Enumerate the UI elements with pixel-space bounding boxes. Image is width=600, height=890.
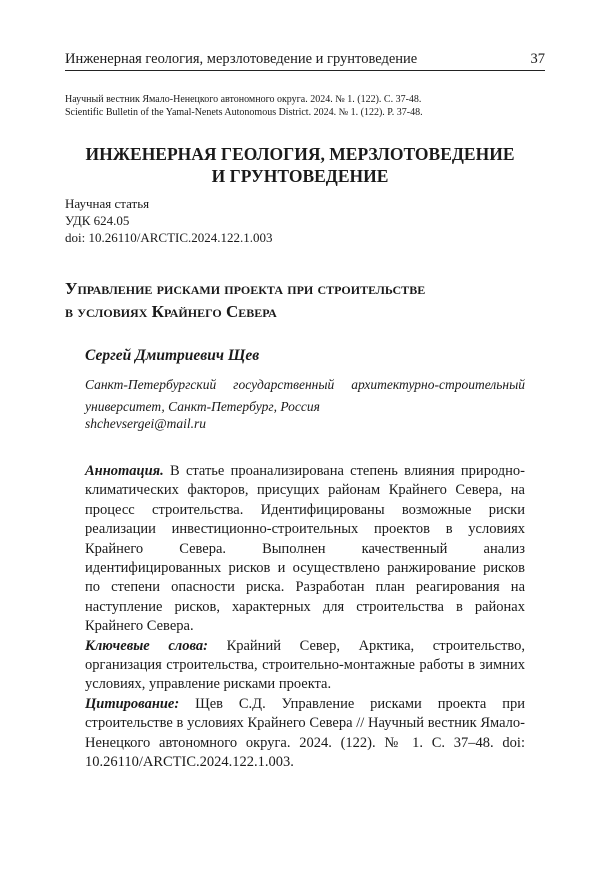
abstract-paragraph bbox=[85, 462, 525, 637]
running-head bbox=[65, 48, 545, 71]
article-title bbox=[65, 277, 545, 323]
citation-label: Цитирование: bbox=[85, 696, 179, 712]
journal-citation-ru: Научный вестник Ямало-Ненецкого автономного округа. 2024. № 1. (122). С. 37-48. bbox=[65, 93, 421, 107]
journal-page bbox=[0, 0, 600, 890]
citation-paragraph bbox=[85, 695, 525, 773]
keywords-label: Ключевые слова: bbox=[85, 638, 208, 654]
article-title-line: Управление рисками проекта при строительстве bbox=[65, 277, 545, 300]
author-affiliation: Санкт-Петербургский государственный архитектурно-строительный университет, Санкт-Петербург, Россия bbox=[85, 374, 525, 418]
page-number: 37 bbox=[531, 51, 546, 68]
abstract-text: В статье проанализирована степень влияния природно-климатических факторов, присущих районам Крайнего Севера, на процесс строительства. Идентифицированы возможные риски реализации инвестиционно-строительных проектов в условиях Крайнего Севера. Выполнен качественный анализ идентифицированных рисков и осуществлено ранжирование рисков по степени опасности риска. Разработан план реагирования на наступление рисков, характерных для строительства в районах Крайнего Севера. bbox=[85, 463, 525, 634]
doi: doi: 10.26110/ARCTIC.2024.122.1.003 bbox=[65, 229, 273, 246]
article-title-line: в условиях Крайнего Севера bbox=[65, 300, 545, 323]
keywords-text: Крайний Север, Арктика, строительство, организация строительства, строительно-монтажные работы в зимних условиях, управление рисками проекта. bbox=[85, 638, 525, 693]
author-name: Сергей Дмитриевич Щев bbox=[85, 347, 259, 365]
author-email: shchevsergei@mail.ru bbox=[85, 416, 206, 432]
keywords-paragraph bbox=[85, 637, 525, 695]
section-title-line: ИНЖЕНЕРНАЯ ГЕОЛОГИЯ, МЕРЗЛОТОВЕДЕНИЕ bbox=[65, 143, 535, 165]
abstract-block bbox=[85, 462, 525, 773]
section-title-line: И ГРУНТОВЕДЕНИЕ bbox=[65, 165, 535, 187]
citation-text: Щев С.Д. Управление рисками проекта при строительстве в условиях Крайнего Севера // Научный вестник Ямало-Ненецкого автономного округа. 2024. (122). № 1. С. 37–48. doi: 10.26110/ARCTIC.2024.122.1.003. bbox=[85, 696, 525, 770]
abstract-label: Аннотация. bbox=[85, 463, 164, 479]
udk-code: УДК 624.05 bbox=[65, 212, 129, 229]
article-type: Научная статья bbox=[65, 195, 149, 212]
running-head-title: Инженерная геология, мерзлотоведение и грунтоведение bbox=[65, 51, 417, 68]
journal-citation-en: Scientific Bulletin of the Yamal-Nenets Autonomous District. 2024. № 1. (122). P. 37-48. bbox=[65, 106, 423, 120]
section-title bbox=[65, 143, 535, 187]
